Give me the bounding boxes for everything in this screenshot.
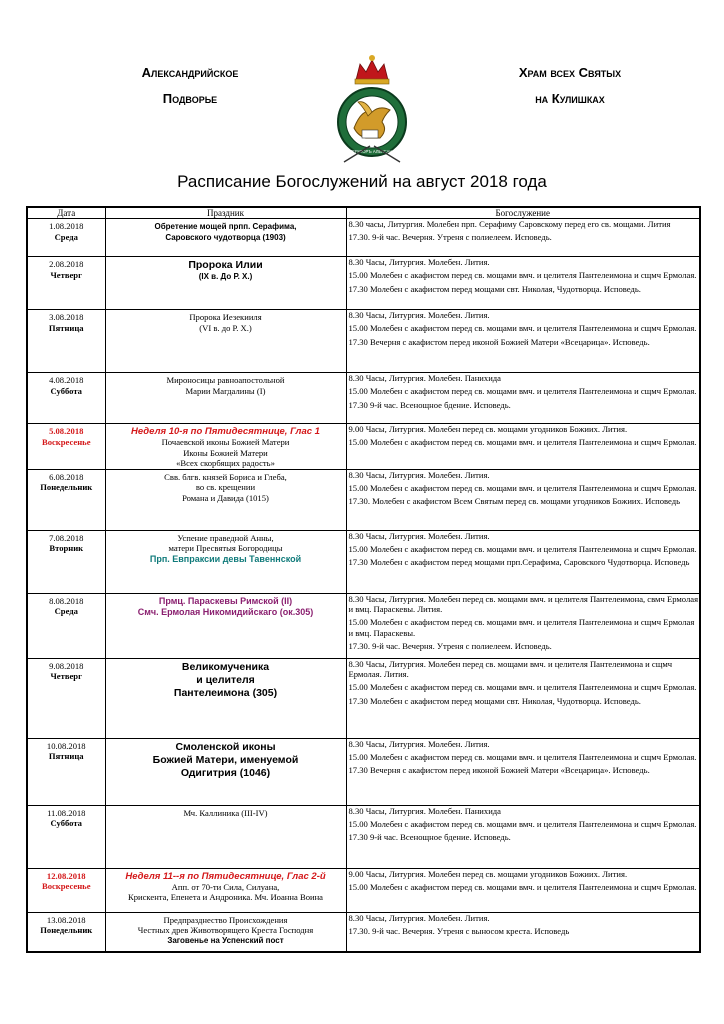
weekday-text: Понедельник bbox=[40, 482, 93, 492]
feast-cell bbox=[105, 469, 346, 530]
emblem-text: ИМПЕРАТОРЪ АЛЕКСАНДРЪ bbox=[342, 149, 402, 154]
table-row bbox=[27, 593, 700, 658]
service-line: 17.30 Вечерня с акафистом перед иконой Божией Матери «Всецарица». Исповедь. bbox=[348, 765, 650, 776]
table-row bbox=[27, 658, 700, 738]
feast-line: Одигитрия (1046) bbox=[180, 766, 271, 779]
date-cell bbox=[27, 805, 105, 868]
service-line: 17.30. 9-й час. Вечерня. Утреня с полиелеем. Исповедь. bbox=[348, 641, 552, 652]
feast-line: Почаевской иконы Божией Матери bbox=[161, 437, 290, 447]
table-row bbox=[27, 424, 700, 470]
feast-line: Мироносицы равноапостольной bbox=[166, 375, 285, 385]
crown-icon bbox=[355, 55, 389, 84]
service-line: 15.00 Молебен с акафистом перед св. мощами вмч. и целителя Пантелеимона и сщмч Ермолая. bbox=[348, 386, 697, 397]
weekday-text: Среда bbox=[54, 231, 78, 242]
services-cell bbox=[346, 219, 700, 257]
feast-line: Марии Магдалины (I) bbox=[185, 385, 266, 396]
feast-cell bbox=[105, 868, 346, 912]
table-row bbox=[27, 373, 700, 424]
weekday-text: Воскресенье bbox=[41, 436, 91, 447]
feast-line: Великомученика bbox=[181, 660, 270, 673]
column-header-date: Дата bbox=[27, 207, 105, 219]
weekday-text: Четверг bbox=[50, 269, 82, 280]
weekday-text: Вторник bbox=[49, 543, 84, 553]
service-line: 8.30 Часы, Литургия. Молебен. Лития. bbox=[348, 257, 490, 267]
table-row bbox=[27, 530, 700, 593]
feast-line: Пророка Илии bbox=[188, 259, 263, 271]
date-text: 4.08.2018 bbox=[49, 375, 84, 385]
header-left bbox=[90, 60, 290, 112]
feast-line: Неделя 10-я по Пятидесятнице, Глас 1 bbox=[131, 426, 320, 437]
feast-line: Романа и Давида (1015) bbox=[182, 492, 269, 503]
service-line: 15.00 Молебен с акафистом перед св. мощами вмч. и целителя Пантелеимона и сщмч Ермолая. bbox=[348, 751, 697, 762]
date-text: 5.08.2018 bbox=[49, 426, 84, 436]
weekday-text: Суббота bbox=[50, 818, 82, 828]
services-cell bbox=[346, 469, 700, 530]
header-left-line1: Александрийское bbox=[141, 65, 239, 80]
column-header-feast: Праздник bbox=[105, 207, 346, 219]
date-text: 10.08.2018 bbox=[46, 740, 86, 751]
services-cell bbox=[346, 593, 700, 658]
feast-line: (IX в. До Р. Х.) bbox=[198, 272, 253, 281]
service-line: 8.30 Часы, Литургия. Молебен. Панихида bbox=[348, 805, 501, 816]
service-line: 8.30 Часы, Литургия. Молебен. Лития. bbox=[348, 310, 490, 320]
service-line: 8.30 Часы, Литургия. Молебен перед св. мощами вмч. и целителя Пантелеимона, свмч Ермолая и вмц. Параскевы. Лития. bbox=[348, 593, 699, 614]
date-text: 11.08.2018 bbox=[47, 807, 86, 818]
service-line: 8.30 Часы, Литургия. Молебен. Лития. bbox=[348, 469, 490, 480]
date-cell bbox=[27, 868, 105, 912]
services-cell bbox=[346, 805, 700, 868]
table-row bbox=[27, 912, 700, 952]
table-row bbox=[27, 805, 700, 868]
service-line: 17.30 Молебен с акафистом перед мощами свт. Николая, Чудотворца. Исповедь. bbox=[348, 283, 641, 294]
service-line: 9.00 Часы, Литургия. Молебен перед св. мощами угодников Божиих. Лития. bbox=[348, 424, 628, 434]
table-header-row bbox=[27, 207, 700, 219]
table-row bbox=[27, 738, 700, 805]
feast-line: Успение праведной Анны, bbox=[177, 532, 274, 543]
service-line: 15.00 Молебен с акафистом перед св. мощами вмч. и целителя Пантелеимона и сщмч Ермолая. bbox=[348, 818, 697, 829]
feast-cell bbox=[105, 658, 346, 738]
date-text: 12.08.2018 bbox=[46, 870, 86, 881]
table-row bbox=[27, 219, 700, 257]
feast-line: Неделя 11--я по Пятидесятнице, Глас 2-й bbox=[125, 870, 326, 882]
date-cell bbox=[27, 658, 105, 738]
header-right-line1: Храм всех Святых bbox=[518, 65, 622, 80]
date-cell bbox=[27, 310, 105, 373]
service-line: 17.30 9-й час. Всенощное бдение. Исповедь. bbox=[348, 399, 511, 410]
feast-line: «Всех скорбящих радость» bbox=[176, 458, 275, 468]
feast-line: Смч. Ермолая Никомидийскаго (ок.305) bbox=[137, 606, 314, 617]
feast-line: Обретение мощей прпп. Серафима, bbox=[154, 222, 297, 231]
header-right-line2: на Кулишках bbox=[535, 91, 605, 106]
feast-line: Заговенье на Успенский пост bbox=[167, 935, 284, 945]
services-cell bbox=[346, 868, 700, 912]
feast-cell bbox=[105, 738, 346, 805]
service-line: 17.30. Молебен с акафистом Всем Святым перед св. мощами угодников Божиих. Исповедь bbox=[348, 496, 681, 507]
table-row bbox=[27, 469, 700, 530]
schedule-table bbox=[26, 206, 701, 953]
service-line: 15.00 Молебен с акафистом перед св. мощами вмч. и целителя Пантелеимона и сщмч Ермолая. bbox=[348, 881, 697, 892]
services-cell bbox=[346, 257, 700, 310]
date-text: 7.08.2018 bbox=[49, 532, 84, 543]
date-cell bbox=[27, 593, 105, 658]
date-cell bbox=[27, 912, 105, 952]
services-cell bbox=[346, 912, 700, 952]
feast-line: Пантелеимона (305) bbox=[173, 686, 278, 699]
date-text: 2.08.2018 bbox=[49, 259, 84, 269]
service-line: 15.00 Молебен с акафистом перед св. мощами вмч. и целителя Пантелеимона и сщмч Ермолая. bbox=[348, 482, 697, 493]
services-cell bbox=[346, 373, 700, 424]
weekday-text: Пятница bbox=[48, 751, 84, 761]
service-line: 17.30 Молебен с акафистом перед мощами свт. Николая, Чудотворца. Исповедь. bbox=[348, 695, 641, 706]
service-line: 17.30 9-й час. Всенощное бдение. Исповедь. bbox=[348, 832, 511, 843]
services-cell bbox=[346, 424, 700, 470]
service-line: 15.00 Молебен с акафистом перед св. мощами вмч. и целителя Пантелеимона и сщмч Ермолая и вмц. Параскевы. bbox=[348, 617, 695, 638]
service-line: 17.30. 9-й час. Вечерня. Утреня с выносом креста. Исповедь bbox=[348, 925, 570, 936]
feast-line: Иконы Божией Матери bbox=[183, 447, 268, 458]
feast-line: во св. крещении bbox=[195, 482, 256, 492]
services-cell bbox=[346, 310, 700, 373]
date-text: 3.08.2018 bbox=[49, 312, 84, 322]
services-cell bbox=[346, 738, 700, 805]
service-line: 15.00 Молебен с акафистом перед св. мощами вмч. и целителя Пантелеимона и сщмч Ермолая. bbox=[348, 437, 697, 448]
weekday-text: Среда bbox=[54, 606, 78, 616]
header-right bbox=[470, 60, 670, 112]
date-text: 9.08.2018 bbox=[49, 660, 84, 671]
date-text: 8.08.2018 bbox=[49, 595, 84, 606]
date-text: 13.08.2018 bbox=[46, 914, 86, 925]
table-row bbox=[27, 310, 700, 373]
feast-line: Честных древ Животворящего Креста Господня bbox=[137, 925, 314, 935]
date-text: 1.08.2018 bbox=[49, 221, 84, 231]
feast-line: Предпразднество Происхождения bbox=[163, 914, 288, 925]
feast-cell bbox=[105, 219, 346, 257]
date-text: 6.08.2018 bbox=[49, 471, 84, 482]
date-cell bbox=[27, 373, 105, 424]
feast-line: Божией Матери, именуемой bbox=[152, 753, 299, 766]
service-line: 8.30 Часы, Литургия. Молебен. Лития. bbox=[348, 530, 490, 541]
service-line: 17.30. 9-й час. Вечерня. Утреня с полиелеем. Исповедь. bbox=[348, 232, 552, 243]
service-line: 15.00 Молебен с акафистом перед св. мощами вмч. и целителя Пантелеимона и сщмч Ермолая. bbox=[348, 323, 697, 334]
feast-line: Пророка Иезекииля bbox=[189, 312, 262, 322]
feast-line: Свв. блгв. князей Бориса и Глеба, bbox=[164, 471, 287, 482]
services-cell bbox=[346, 530, 700, 593]
date-cell bbox=[27, 530, 105, 593]
weekday-text: Пятница bbox=[48, 322, 84, 333]
weekday-text: Воскресенье bbox=[41, 881, 91, 891]
feast-line: матери Пресвятыя Богородицы bbox=[168, 543, 283, 553]
feast-cell bbox=[105, 257, 346, 310]
service-line: 15.00 Молебен с акафистом перед св. мощами вмч. и целителя Пантелеимона и сщмч Ермолая. bbox=[348, 270, 697, 281]
feast-line: Крискента, Епенета и Андроника. Мч. Иоанна Воина bbox=[127, 892, 323, 902]
service-line: 17.30 Молебен с акафистом перед мощами прп.Серафима, Саровского Чудотворца. Исповедь bbox=[348, 557, 690, 568]
weekday-text: Понедельник bbox=[40, 925, 93, 935]
feast-line: Мч. Каллиника (III-IV) bbox=[183, 807, 268, 818]
column-header-services: Богослужение bbox=[346, 207, 700, 219]
services-cell bbox=[346, 658, 700, 738]
page-title: Расписание Богослужений на август 2018 года bbox=[177, 172, 547, 191]
feast-cell bbox=[105, 912, 346, 952]
feast-cell bbox=[105, 593, 346, 658]
table-row bbox=[27, 257, 700, 310]
date-cell bbox=[27, 469, 105, 530]
feast-line: Апп. от 70-ти Сила, Силуана, bbox=[171, 881, 280, 892]
weekday-text: Суббота bbox=[50, 385, 82, 396]
service-line: 15.00 Молебен с акафистом перед св. мощами вмч. и целителя Пантелеимона и сщмч Ермолая. bbox=[348, 543, 697, 554]
feast-line: Саровского чудотворца (1903) bbox=[165, 233, 286, 242]
date-cell bbox=[27, 424, 105, 470]
service-line: 15.00 Молебен с акафистом перед св. мощами вмч. и целителя Пантелеимона и сщмч Ермолая. bbox=[348, 682, 697, 693]
feast-cell bbox=[105, 424, 346, 470]
table-row bbox=[27, 868, 700, 912]
feast-line: Прп. Евпраксии девы Тавеннской bbox=[149, 553, 302, 564]
feast-cell bbox=[105, 310, 346, 373]
date-cell bbox=[27, 738, 105, 805]
service-line: 8.30 часы, Литургия. Молебен прп. Серафиму Саровскому перед его св. мощами. Лития bbox=[348, 219, 671, 229]
feast-line: (VI в. до Р. Х.) bbox=[199, 322, 252, 333]
emblem-logo bbox=[322, 50, 422, 170]
service-line: 9.00 Часы, Литургия. Молебен перед св. мощами угодников Божиих. Лития. bbox=[348, 868, 628, 879]
header-left-line2: Подворье bbox=[162, 91, 218, 106]
date-cell bbox=[27, 219, 105, 257]
schedule-body bbox=[27, 219, 700, 953]
service-line: 8.30 Часы, Литургия. Молебен. Панихида bbox=[348, 373, 501, 383]
service-line: 8.30 Часы, Литургия. Молебен перед св. мощами вмч. и целителя Пантелеимона и сщмч Ермолая. Лития. bbox=[348, 658, 673, 679]
feast-line: Прмц. Параскевы Римской (II) bbox=[158, 595, 293, 606]
feast-cell bbox=[105, 373, 346, 424]
feast-line: и целителя bbox=[196, 673, 255, 686]
date-cell bbox=[27, 257, 105, 310]
feast-cell bbox=[105, 530, 346, 593]
service-line: 17.30 Вечерня с акафистом перед иконой Божией Матери «Всецарица». Исповедь. bbox=[348, 336, 650, 347]
weekday-text: Четверг bbox=[50, 671, 82, 681]
service-line: 8.30 Часы, Литургия. Молебен. Лития. bbox=[348, 738, 490, 749]
service-line: 8.30 Часы, Литургия. Молебен. Лития. bbox=[348, 912, 490, 923]
feast-cell bbox=[105, 805, 346, 868]
feast-line: Смоленской иконы bbox=[175, 740, 276, 753]
